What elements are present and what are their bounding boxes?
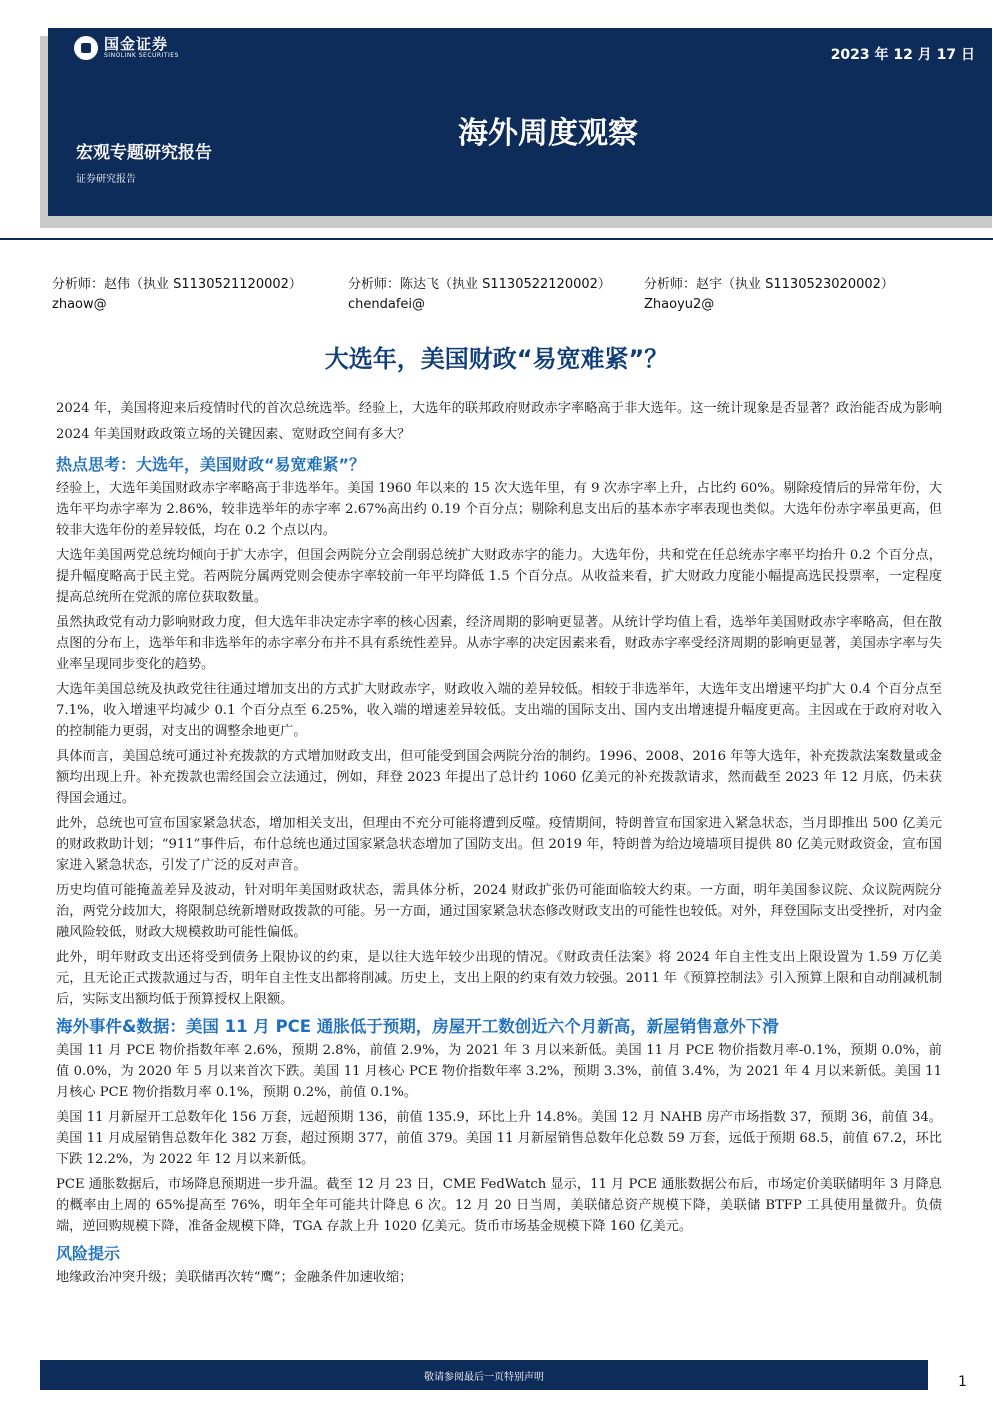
section-heading-risk: 风险提示 <box>56 1244 121 1263</box>
analyst-list <box>52 275 952 315</box>
body-paragraph: 具体而言，美国总统可通过补充拨款的方式增加财政支出，但可能受到国会两院分治的制约。1996、2008、2016 年等大选年，补充拨款法案数量或金额均出现上升。补充拨款也需经国会立法通过，例如，拜登 2023 年提出了总计约 1060 亿美元的补充拨款请求，然而截至 2023 年 12 月底，仍未获得国会通过。 <box>56 749 942 806</box>
logo-icon <box>74 36 98 60</box>
logo-name-en: SINOLINK SECURITIES <box>104 52 179 59</box>
body-paragraph: 大选年美国总统及执政党往往通过增加支出的方式扩大财政赤字，财政收入端的差异较低。相较于非选举年，大选年支出增速平均扩大 0.4 个百分点至 7.1%，收入增速平均减少 0.1 个百分点至 6.25%，收入端的增速差异较低。支出端的国际支出、国内支出增速提升幅度更高。主因或在于政府对收入的控制能力更弱，对支出的调整余地更广。 <box>56 682 942 739</box>
report-date: 2023 年 12 月 17 日 <box>830 47 975 63</box>
analyst-email: chendafei@ <box>348 297 426 312</box>
footer-bar <box>40 1360 928 1390</box>
body-paragraph: 美国 11 月新屋开工总数年化 156 万套，远超预期 136，前值 135.9，环比上升 14.8%。美国 12 月 NAHB 房产市场指数 37，预期 36，前值 34。美国 11 月成屋销售总数年化 382 万套，超过预期 377，前值 379。美国 11 月新屋销售总数年化总数 59 万套，远低于预期 68.5，前值 67.2，环比下跌 12.2%，为 2022 年 12 月以来新低。 <box>56 1110 942 1167</box>
body-paragraph: 经验上，大选年美国财政赤字率略高于非选举年。美国 1960 年以来的 15 次大选年里，有 9 次赤字率上升，占比约 60%。剔除疫情后的异常年份，大选年平均赤字率为 2.86%，较非选举年的赤字率 2.67%高出约 0.19 个百分点；剔除利息支出后的基本赤字率表现也类似。大选年份赤字率虽更高，但较非大选年份的差异较低，均在 0.2 个点以内。 <box>56 481 942 538</box>
analyst-email: zhaow@ <box>52 297 107 312</box>
risk-paragraph: 地缘政治冲突升级；美联储再次转“鹰”；金融条件加速收缩； <box>56 1270 413 1285</box>
page-title: 海外周度观察 <box>458 116 638 151</box>
analyst-name: 分析师：陈达飞（执业 S1130522120002） <box>348 277 611 292</box>
body-paragraph: 历史均值可能掩盖差异及波动，针对明年美国财政状态，需具体分析，2024 财政扩张仍可能面临较大约束。一方面，明年美国参议院、众议院两院分治，两党分歧加大，将限制总统新增财政拨款的可能。另一方面，通过国家紧急状态修改财政支出的可能性也较低。对外，拜登国际支出受挫折，对内金融风险较低，财政大规模救助可能性偏低。 <box>56 883 942 940</box>
analyst-item <box>52 275 348 315</box>
report-headline: 大选年，美国财政“易宽难紧”？ <box>324 345 669 373</box>
body-paragraph: 美国 11 月 PCE 物价指数年率 2.6%，预期 2.8%，前值 2.9%，为 2021 年 3 月以来新低。美国 11 月 PCE 物价指数月率-0.1%，预期 0.0%，前值 0.0%，为 2020 年 5 月以来首次下跌。美国 11 月核心 PCE 物价指数年率 3.2%，预期 3.3%，前值 3.4%，为 2021 年 4 月以来新低。美国 11 月核心 PCE 物价指数月率 0.1%，预期 0.2%，前值 0.1%。 <box>56 1043 942 1100</box>
logo-name-cn: 国金证券 <box>104 35 169 53</box>
report-type: 宏观专题研究报告 <box>76 143 212 163</box>
page-number: 1 <box>958 1374 967 1390</box>
header-divider <box>0 238 993 240</box>
analyst-name: 分析师：赵宇（执业 S1130523020002） <box>644 277 894 292</box>
body-paragraph: PCE 通胀数据后，市场降息预期进一步升温。截至 12 月 23 日，CME FedWatch 显示，11 月 PCE 通胀数据公布后，市场定价美联储明年 3 月降息的概率由上周的 65%提高至 76%，明年全年可能共计降息 6 次。12 月 20 日当周，美联储总资产规模下降，美联储 BTFP 工具使用量微升。负债端，逆回购规模下降，准备金规模下降，TGA 存款上升 1020 亿美元。货币市场基金规模下降 160 亿美元。 <box>56 1177 942 1234</box>
analyst-name: 分析师：赵伟（执业 S1130521120002） <box>52 277 302 292</box>
logo-text <box>104 36 179 60</box>
body-paragraph: 大选年美国两党总统均倾向于扩大赤字，但国会两院分立会削弱总统扩大财政赤字的能力。大选年份，共和党在任总统赤字率平均抬升 0.2 个百分点，提升幅度略高于民主党。若两院分属两党则会使赤字率较前一年平均降低 1.5 个百分点。从收益来看，扩大财政力度能小幅提高选民投票率，一定程度提高总统所在党派的席位获取数量。 <box>56 548 942 605</box>
body-paragraph: 虽然执政党有动力影响财政力度，但大选年非决定赤字率的核心因素，经济周期的影响更显著。从统计学均值上看，选举年美国财政赤字率略高，但在散点图的分布上，选举年和非选举年的赤字率分布并不具有系统性差异。从赤字率的决定因素来看，财政赤字率受经济周期的影响更显著，美国赤字率与失业率呈现同步变化的趋势。 <box>56 615 942 672</box>
company-logo <box>74 36 179 60</box>
report-subtype: 证券研究报告 <box>76 174 136 185</box>
intro-paragraph: 2024 年，美国将迎来后疫情时代的首次总统选举。经验上，大选年的联邦政府财政赤字率略高于非大选年。这一统计现象是否显著？政治能否成为影响 2024 年美国财政政策立场的关键因素、宽财政空间有多大？ <box>56 401 942 442</box>
analyst-item <box>644 275 894 315</box>
body-paragraph: 此外，总统也可宣布国家紧急状态，增加相关支出，但理由不充分可能将遭到反噬。疫情期间，特朗普宣布国家进入紧急状态，当月即推出 500 亿美元的财政救助计划；“911”事件后，布什总统也通过国家紧急状态增加了国防支出。但 2019 年，特朗普为给边境墙项目提供 80 亿美元财政资金，宣布国家进入紧急状态，引发了广泛的反对声音。 <box>56 816 942 873</box>
body-paragraph: 此外，明年财政支出还将受到债务上限协议的约束，是以往大选年较少出现的情况。《财政责任法案》将 2024 年自主性支出上限设置为 1.59 万亿美元，且无论正式拨款通过与否，明年自主性支出都将削减。历史上，支出上限的约束有效力较强。2011 年《预算控制法》引入预算上限和自动削减机制后，实际支出额均低于预算授权上限额。 <box>56 950 942 1007</box>
footer-disclaimer-note: 敬请参阅最后一页特别声明 <box>424 1372 544 1383</box>
section-heading-overseas-data: 海外事件&数据：美国 11 月 PCE 通胀低于预期，房屋开工数创近六个月新高，新屋销售意外下滑 <box>56 1017 779 1036</box>
analyst-email: Zhaoyu2@ <box>644 297 715 312</box>
report-body <box>56 396 942 1292</box>
analyst-item <box>348 275 644 315</box>
section-heading-hot-topic: 热点思考：大选年，美国财政“易宽难紧”？ <box>56 455 366 474</box>
